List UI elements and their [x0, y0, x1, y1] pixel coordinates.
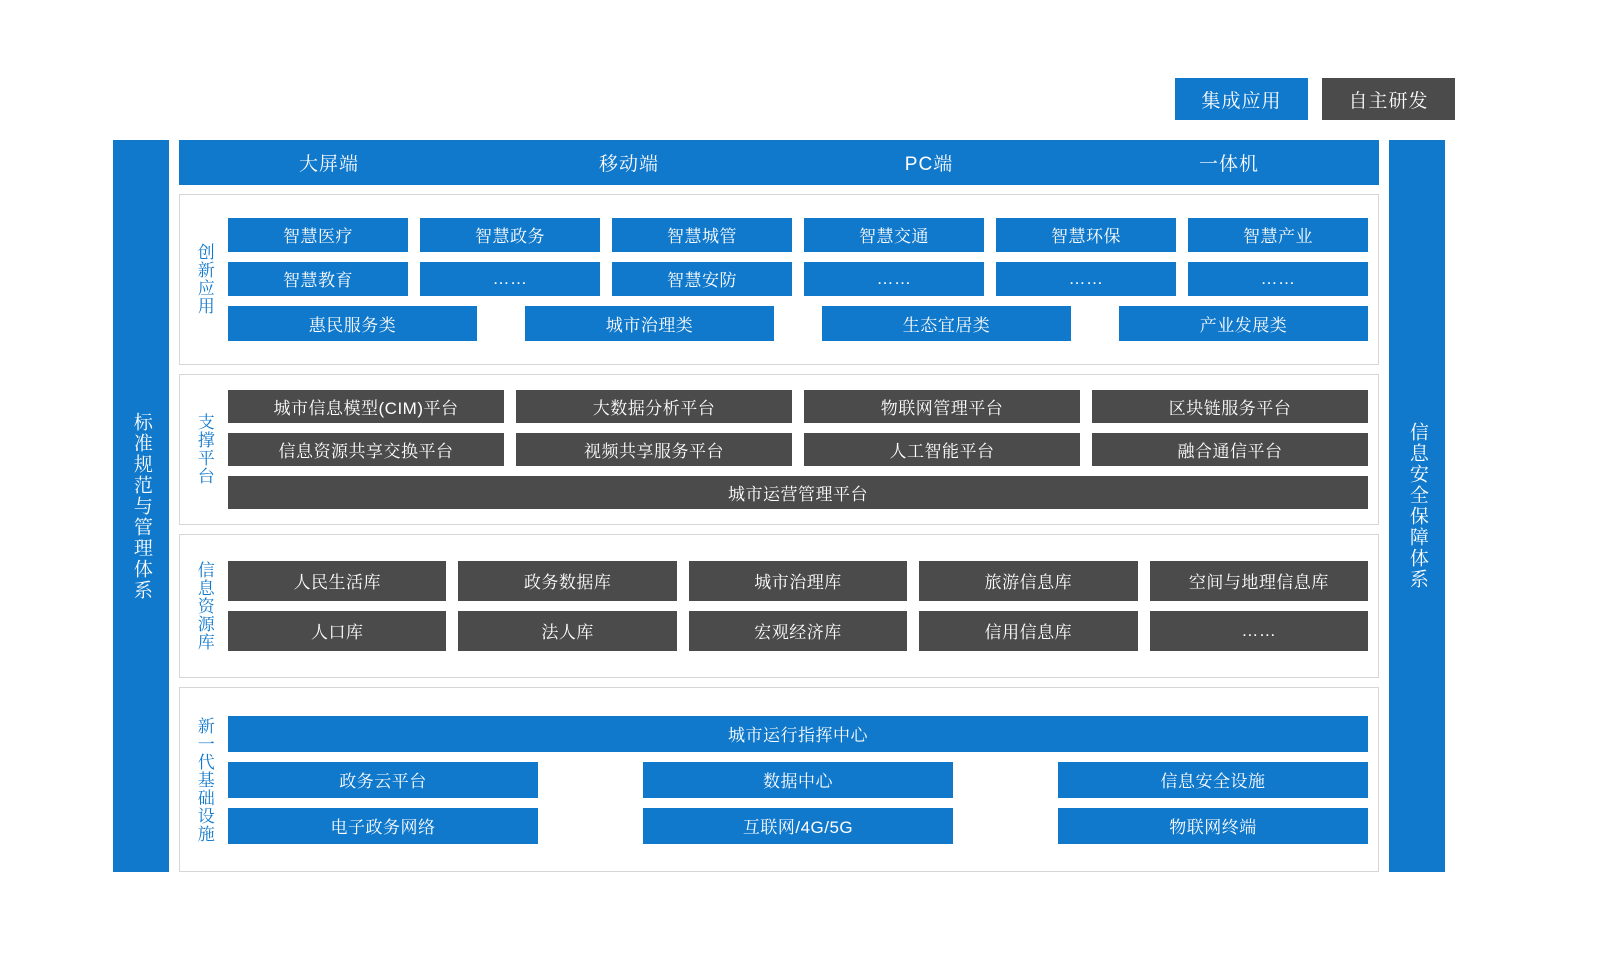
- terminal-item-mobile: 移动端: [598, 153, 659, 175]
- architecture-frame: [113, 140, 1445, 872]
- support-row-3: [228, 476, 1368, 509]
- innovation-row-1: [228, 218, 1368, 252]
- platform-box-iot-management: 物联网管理平台: [804, 390, 1080, 423]
- platform-box-converged-comm: 融合通信平台: [1092, 433, 1368, 466]
- app-box-smart-urban-management: 智慧城管: [612, 218, 792, 252]
- platform-box-video-sharing: 视频共享服务平台: [516, 433, 792, 466]
- app-box-more-4: ……: [1188, 262, 1368, 296]
- resource-box-macro-economy: 宏观经济库: [689, 611, 907, 651]
- app-box-smart-government: 智慧政务: [420, 218, 600, 252]
- section-label-support: [180, 385, 228, 514]
- section-label-resources: [180, 545, 228, 667]
- app-category-industry-development: 产业发展类: [1119, 306, 1368, 341]
- section-body-resources: [228, 545, 1368, 667]
- app-box-smart-security: 智慧安防: [612, 262, 792, 296]
- terminal-row: [179, 140, 1379, 185]
- app-category-urban-governance: 城市治理类: [525, 306, 774, 341]
- section-label-resources-text: 信息资源库: [194, 560, 214, 651]
- support-row-1: [228, 390, 1368, 423]
- platform-box-city-operation: 城市运营管理平台: [228, 476, 1368, 509]
- resource-box-legal-entity: 法人库: [458, 611, 676, 651]
- legend: [1175, 78, 1455, 120]
- resources-row-2: [228, 611, 1368, 651]
- left-band-label: 标准规范与管理体系: [130, 411, 152, 601]
- platform-box-ai: 人工智能平台: [804, 433, 1080, 466]
- section-label-infrastructure: [180, 698, 228, 861]
- section-body-innovation: [228, 205, 1368, 354]
- center-column: [179, 140, 1379, 872]
- innovation-row-3: [228, 306, 1368, 341]
- section-label-support-text: 支撑平台: [194, 413, 214, 486]
- resource-box-government-data: 政务数据库: [458, 561, 676, 601]
- app-category-eco-living: 生态宜居类: [822, 306, 1071, 341]
- section-support-platform: [179, 374, 1379, 525]
- resource-box-geospatial: 空间与地理信息库: [1150, 561, 1368, 601]
- infrastructure-row-3: [228, 808, 1368, 844]
- infra-box-iot-terminal: 物联网终端: [1058, 808, 1368, 844]
- platform-box-info-exchange: 信息资源共享交换平台: [228, 433, 504, 466]
- app-box-smart-environment: 智慧环保: [996, 218, 1176, 252]
- infra-box-egov-network: 电子政务网络: [228, 808, 538, 844]
- resource-box-urban-governance: 城市治理库: [689, 561, 907, 601]
- section-information-resources: [179, 534, 1379, 678]
- app-box-smart-medical: 智慧医疗: [228, 218, 408, 252]
- resource-box-credit: 信用信息库: [919, 611, 1137, 651]
- terminal-item-kiosk: 一体机: [1198, 153, 1259, 175]
- legend-item-self-developed: [1322, 78, 1455, 120]
- section-body-infrastructure: [228, 698, 1368, 861]
- infra-box-data-center: 数据中心: [643, 762, 953, 798]
- platform-box-blockchain: 区块链服务平台: [1092, 390, 1368, 423]
- platform-box-cim: 城市信息模型(CIM)平台: [228, 390, 504, 423]
- terminal-item-large-screen: 大屏端: [298, 153, 359, 175]
- resources-row-1: [228, 561, 1368, 601]
- resource-box-tourism: 旅游信息库: [919, 561, 1137, 601]
- innovation-row-2: [228, 262, 1368, 296]
- app-box-smart-education: 智慧教育: [228, 262, 408, 296]
- section-innovation-applications: [179, 194, 1379, 365]
- infra-box-gov-cloud: 政务云平台: [228, 762, 538, 798]
- support-row-2: [228, 433, 1368, 466]
- resource-box-more: ……: [1150, 611, 1368, 651]
- app-box-more-1: ……: [420, 262, 600, 296]
- legend-label-self-developed: 自主研发: [1348, 90, 1429, 112]
- section-label-innovation: [180, 205, 228, 354]
- legend-item-integrated: [1175, 78, 1308, 120]
- infrastructure-row-2: [228, 762, 1368, 798]
- terminal-item-pc: PC端: [904, 153, 954, 175]
- resource-box-people-life: 人民生活库: [228, 561, 446, 601]
- section-infrastructure: [179, 687, 1379, 872]
- infra-box-internet-4g-5g: 互联网/4G/5G: [643, 808, 953, 844]
- app-box-smart-industry: 智慧产业: [1188, 218, 1368, 252]
- resource-box-population: 人口库: [228, 611, 446, 651]
- infra-box-security-facility: 信息安全设施: [1058, 762, 1368, 798]
- app-box-more-3: ……: [996, 262, 1176, 296]
- left-band-standards: [113, 140, 169, 872]
- section-label-innovation-text: 创新应用: [194, 243, 214, 316]
- section-label-infrastructure-text: 新一代基础设施: [194, 716, 214, 843]
- app-box-more-2: ……: [804, 262, 984, 296]
- right-band-label: 信息安全保障体系: [1406, 422, 1428, 590]
- app-box-smart-transport: 智慧交通: [804, 218, 984, 252]
- infra-box-command-center: 城市运行指挥中心: [228, 716, 1368, 752]
- infrastructure-row-1: [228, 716, 1368, 752]
- legend-label-integrated: 集成应用: [1201, 90, 1282, 112]
- platform-box-bigdata: 大数据分析平台: [516, 390, 792, 423]
- right-band-security: [1389, 140, 1445, 872]
- section-body-support: [228, 385, 1368, 514]
- app-category-public-service: 惠民服务类: [228, 306, 477, 341]
